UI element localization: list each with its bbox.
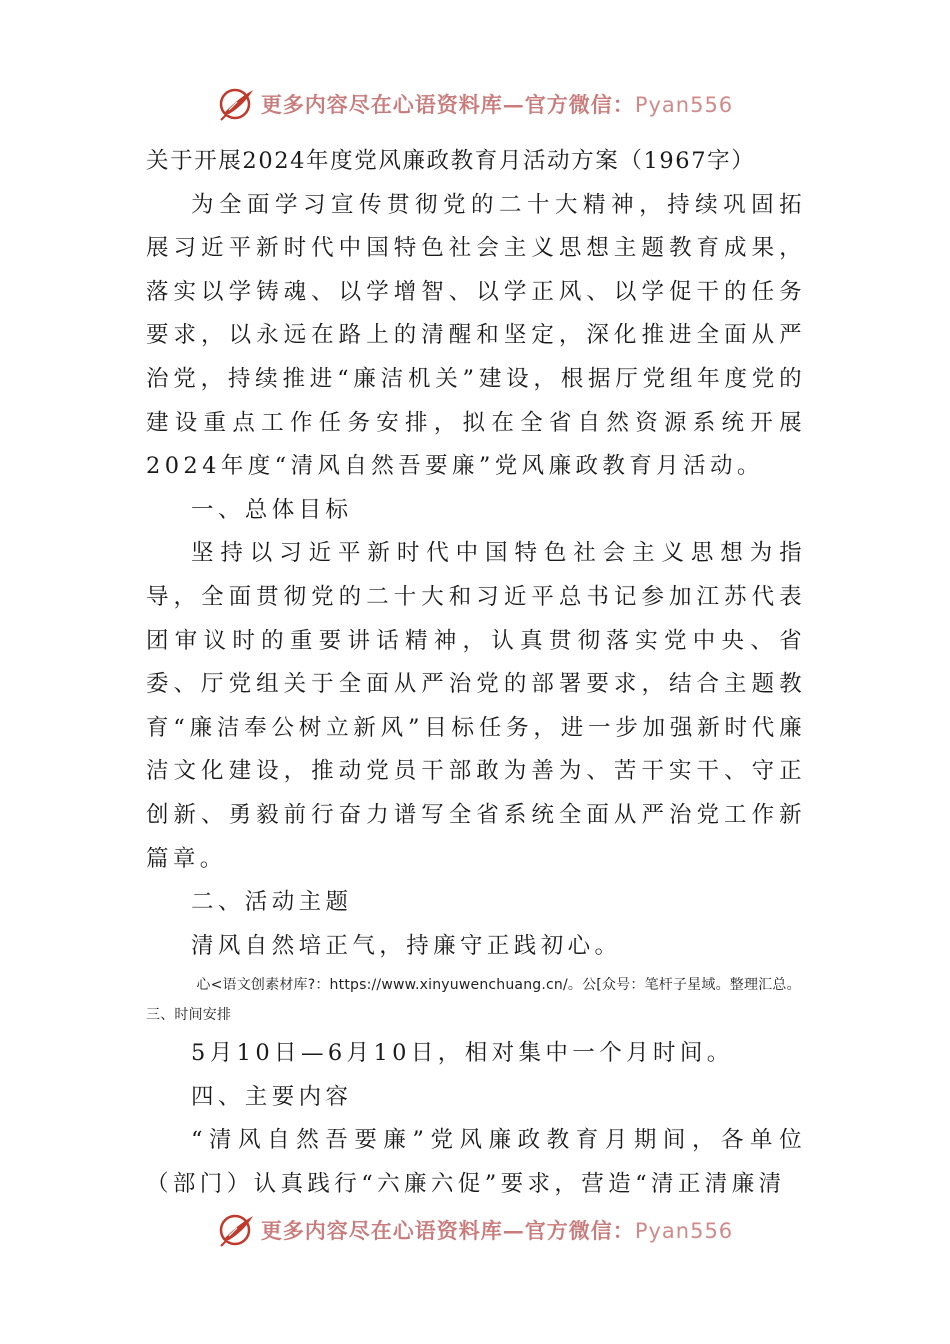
intro-paragraph: 为全面学习宣传贯彻党的二十大精神，持续巩固拓展习近平新时代中国特色社会主义思想主题教育成果，落实以学铸魂、以学增智、以学正风、以学促干的任务要求，以永远在路上的清醒和坚定，深化推进全面从严治党，持续推进“廉洁机关”建设，根据厅党组年度党的建设重点工作任务安排，拟在全省自然资源系统开展2024年度“清风自然吾要廉”党风廉政教育月活动。	[146, 191, 806, 480]
section-3-paragraph: 5月10日—6月10日，相对集中一个月时间。	[191, 1040, 734, 1067]
document-title: 关于开展2024年度党风廉政教育月活动方案（1967字）	[146, 148, 756, 174]
section-2-heading: 二、活动主题	[191, 889, 353, 916]
source-notice: 心<语文创素材库?：https://www.xinyuwenchuang.cn/。公[众号：笔杆子星域。整理汇总。三、时间安排	[146, 977, 801, 1024]
section-1-paragraph: 坚持以习近平新时代中国特色社会主义思想为指导，全面贯彻党的二十大和习近平总书记参加江苏代表团审议时的重要讲话精神，认真贯彻落实党中央、省委、厅党组关于全面从严治党的部署要求，结合主题教育“廉洁奉公树立新风”目标任务，进一步加强新时代廉洁文化建设，推动党员干部敢为善为、苦干实干、守正创新、勇毅前行奋力谱写全省系统全面从严治党工作新篇章。	[146, 540, 806, 872]
section-4-heading: 四、主要内容	[191, 1083, 353, 1110]
watermark-banner-bottom	[0, 1208, 950, 1252]
quill-logo-icon	[217, 1210, 257, 1250]
watermark-text: 更多内容尽在心语资料库—官方微信：Pyan556	[260, 1218, 734, 1243]
document-body	[146, 140, 806, 1207]
quill-logo-icon	[217, 84, 257, 124]
section-4-paragraph: “清风自然吾要廉”党风廉政教育月期间，各单位（部门）认真践行“六廉六促”要求，营造“清正清廉清	[146, 1127, 806, 1198]
section-1-heading: 一、总体目标	[191, 496, 353, 523]
watermark-text: 更多内容尽在心语资料库—官方微信：Pyan556	[260, 92, 734, 117]
watermark-banner-top	[0, 82, 950, 126]
section-2-paragraph: 清风自然培正气，持廉守正践初心。	[191, 932, 622, 959]
